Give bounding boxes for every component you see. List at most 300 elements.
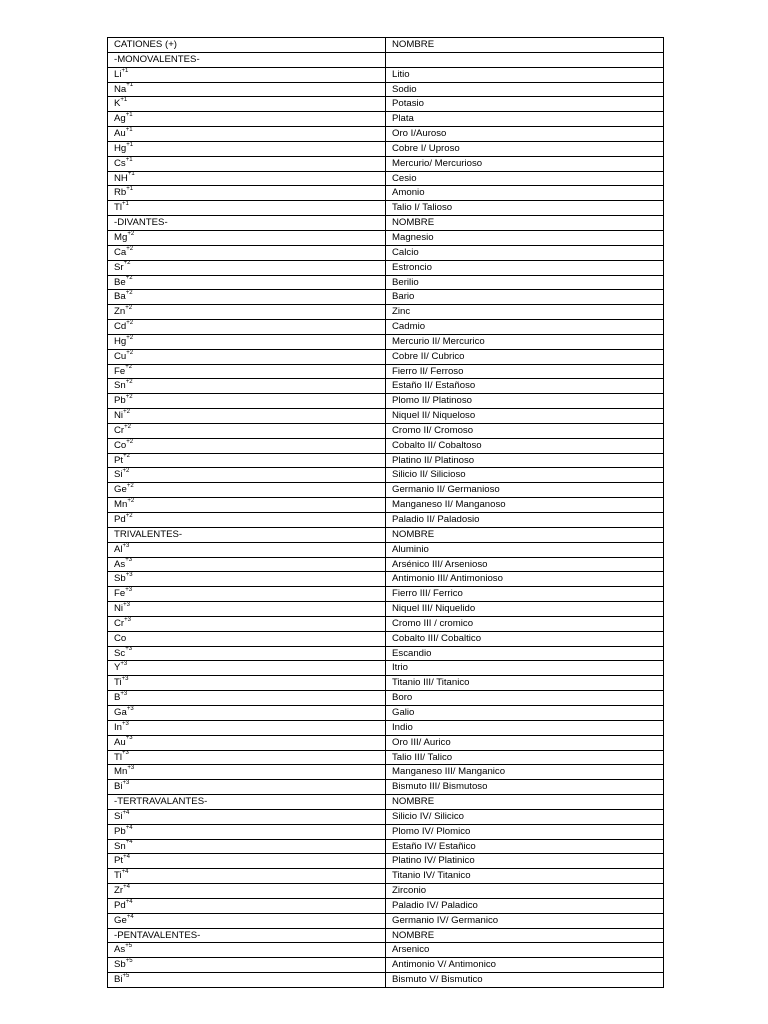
cation-cell: [108, 705, 386, 720]
table-row: [108, 305, 664, 320]
cation-symbol: Co: [114, 632, 127, 644]
name-cell: Germanio IV/ Germanico: [386, 913, 664, 928]
cation-symbol: Hg: [114, 335, 127, 347]
table-row: [108, 82, 664, 97]
cation-charge: +1: [125, 126, 133, 133]
table-row: [108, 498, 664, 513]
cation-cell: [108, 587, 386, 602]
name-cell: Arsenico: [386, 943, 664, 958]
name-cell: Platino IV/ Platinico: [386, 854, 664, 869]
cation-charge: +1: [120, 97, 128, 104]
table-row: [108, 884, 664, 899]
table-row: [108, 542, 664, 557]
cation-symbol: Pb: [114, 825, 126, 837]
cation-symbol: As: [114, 558, 126, 570]
cation-cell: [108, 364, 386, 379]
name-cell: Fierro II/ Ferroso: [386, 364, 664, 379]
cation-symbol: Cr: [114, 617, 125, 629]
cation-charge: +3: [121, 676, 129, 683]
cation-symbol: Ni: [114, 603, 124, 615]
cation-cell: [108, 127, 386, 142]
name-cell: Plata: [386, 112, 664, 127]
cation-charge: +2: [125, 379, 133, 386]
table-row: [108, 602, 664, 617]
cation-symbol: Pt: [114, 454, 124, 466]
name-cell: Manganeso II/ Manganoso: [386, 498, 664, 513]
table-row: [108, 780, 664, 795]
cation-cell: [108, 884, 386, 899]
cation-charge: +3: [126, 705, 134, 712]
cation-cell: [108, 141, 386, 156]
cation-symbol: Mg: [114, 231, 128, 243]
table-row: [108, 156, 664, 171]
table-row: [108, 186, 664, 201]
cation-cell: [108, 943, 386, 958]
cation-symbol: Ti: [114, 870, 122, 882]
cation-cell: [108, 765, 386, 780]
name-cell: Galio: [386, 705, 664, 720]
cation-cell: [108, 67, 386, 82]
cation-cell: [108, 720, 386, 735]
cation-charge: +2: [125, 394, 133, 401]
cation-charge: +3: [124, 616, 131, 623]
name-cell: Oro III/ Aurico: [386, 735, 664, 750]
table-row: [108, 661, 664, 676]
table-row: [108, 676, 664, 691]
cation-charge: +2: [123, 453, 130, 460]
cation-cell: [108, 156, 386, 171]
cation-symbol: Co: [114, 439, 127, 451]
cation-cell: [108, 275, 386, 290]
cation-symbol: Bi: [114, 974, 123, 986]
cation-charge: +3: [122, 542, 130, 549]
cation-cell: [108, 795, 386, 810]
table-row: [108, 809, 664, 824]
name-cell: Boro: [386, 691, 664, 706]
cation-cell: [108, 409, 386, 424]
cation-names-table: [107, 37, 661, 988]
cation-cell: [108, 809, 386, 824]
cation-charge: +3: [125, 646, 133, 653]
cation-cell: [108, 542, 386, 557]
cation-symbol: Pd: [114, 514, 126, 525]
cation-charge: +1: [126, 141, 134, 148]
name-cell: Aluminio: [386, 542, 664, 557]
cation-symbol: TRIVALENTES-: [114, 528, 183, 540]
cation-cell: [108, 616, 386, 631]
cation-charge: +5: [125, 943, 133, 950]
name-cell: Litio: [386, 67, 664, 82]
cation-charge: +1: [126, 82, 134, 89]
name-cell: Fierro III/ Ferrico: [386, 587, 664, 602]
cation-symbol: Ga: [114, 706, 127, 718]
cation-symbol: Cu: [114, 350, 127, 362]
name-cell: NOMBRE: [386, 38, 664, 53]
name-cell: Bismuto III/ Bismutoso: [386, 780, 664, 795]
cation-charge: +2: [126, 483, 134, 490]
name-cell: Plomo II/ Platinoso: [386, 394, 664, 409]
cation-symbol: B: [114, 692, 121, 704]
cation-charge: +2: [123, 260, 131, 267]
cation-charge: +2: [126, 334, 134, 341]
cation-cell: [108, 438, 386, 453]
cation-charge: +4: [125, 898, 133, 905]
name-cell: Estroncio: [386, 260, 664, 275]
table-row: [108, 913, 664, 928]
cation-cell: [108, 245, 386, 260]
cation-cell: [108, 646, 386, 661]
cation-symbol: -DIVANTES-: [114, 217, 168, 229]
table-row: [108, 483, 664, 498]
table-row: [108, 468, 664, 483]
cation-cell: [108, 602, 386, 617]
table-row: [108, 127, 664, 142]
name-cell: Cromo II/ Cromoso: [386, 423, 664, 438]
name-cell: Indio: [386, 720, 664, 735]
cation-cell: [108, 839, 386, 854]
name-cell: Manganeso III/ Manganico: [386, 765, 664, 780]
name-cell: [386, 52, 664, 67]
name-cell: Talio III/ Talico: [386, 750, 664, 765]
table-row: [108, 171, 664, 186]
cation-cell: [108, 572, 386, 587]
cation-symbol: Mn: [114, 766, 128, 778]
name-cell: Platino II/ Platinoso: [386, 453, 664, 468]
table-row: [108, 958, 664, 973]
cation-charge: +1: [126, 186, 134, 193]
cation-cell: [108, 750, 386, 765]
cation-cell: [108, 854, 386, 869]
name-cell: Bario: [386, 290, 664, 305]
cation-symbol: Be: [114, 276, 126, 288]
cation-charge: +5: [122, 972, 130, 979]
cation-symbol: Ge: [114, 484, 127, 496]
cation-cell: [108, 320, 386, 335]
name-cell: Sodio: [386, 82, 664, 97]
cation-cell: [108, 631, 386, 646]
cation-cell: [108, 82, 386, 97]
cation-cell: [108, 513, 386, 528]
name-cell: Estaño II/ Estañoso: [386, 379, 664, 394]
table-row: [108, 112, 664, 127]
cation-cell: [108, 498, 386, 513]
table-row: [108, 513, 664, 528]
table-row: [108, 349, 664, 364]
cation-charge: +1: [127, 171, 135, 178]
cation-cell: [108, 305, 386, 320]
cation-cell: [108, 557, 386, 572]
cation-charge: +2: [126, 245, 134, 252]
table-row: [108, 631, 664, 646]
cation-symbol: K: [114, 98, 121, 110]
table-row: [108, 423, 664, 438]
cation-symbol: Au: [114, 128, 126, 140]
table-row: [108, 557, 664, 572]
cation-cell: [108, 379, 386, 394]
cation-symbol: Ni: [114, 410, 124, 422]
table-row: [108, 943, 664, 958]
name-cell: NOMBRE: [386, 527, 664, 542]
table-row: [108, 869, 664, 884]
table-row: [108, 527, 664, 542]
table-row: [108, 201, 664, 216]
cation-cell: [108, 52, 386, 67]
cation-symbol: Rb: [114, 187, 127, 199]
name-cell: NOMBRE: [386, 795, 664, 810]
name-cell: Antimonio V/ Antimonico: [386, 958, 664, 973]
table-row: [108, 824, 664, 839]
cation-symbol: In: [114, 721, 123, 733]
cation-cell: [108, 735, 386, 750]
cation-symbol: Sb: [114, 959, 126, 971]
name-cell: Cobre II/ Cubrico: [386, 349, 664, 364]
cation-symbol: Tl: [114, 751, 122, 763]
cation-cell: [108, 898, 386, 913]
name-cell: Niquel III/ Niquelido: [386, 602, 664, 617]
cation-cell: [108, 334, 386, 349]
table-row: [108, 334, 664, 349]
cation-cell: [108, 780, 386, 795]
cation-symbol: CATIONES (+): [114, 39, 177, 50]
cation-cell: [108, 973, 386, 988]
table-row: [108, 216, 664, 231]
name-cell: Cesio: [386, 171, 664, 186]
name-cell: Itrio: [386, 661, 664, 676]
cation-charge: +2: [125, 275, 133, 282]
name-cell: Calcio: [386, 245, 664, 260]
table-row: [108, 691, 664, 706]
table-row: [108, 230, 664, 245]
cation-symbol: Ge: [114, 914, 127, 926]
table-row: [108, 141, 664, 156]
name-cell: Zirconio: [386, 884, 664, 899]
table-row: [108, 394, 664, 409]
name-cell: Arsénico III/ Arsenioso: [386, 557, 664, 572]
name-cell: Germanio II/ Germanioso: [386, 483, 664, 498]
cation-symbol: -TERTRAVALANTES-: [114, 796, 208, 808]
cation-cell: [108, 201, 386, 216]
cation-symbol: Sr: [114, 261, 124, 273]
cation-cell: [108, 38, 386, 53]
name-cell: Talio I/ Talioso: [386, 201, 664, 216]
cation-symbol: Zn: [114, 306, 126, 318]
cation-cell: [108, 230, 386, 245]
cation-cell: [108, 527, 386, 542]
table-row: [108, 735, 664, 750]
table-row: [108, 260, 664, 275]
cation-symbol: Pt: [114, 855, 124, 867]
cation-charge: +3: [122, 780, 130, 786]
cation-symbol: Fe: [114, 365, 126, 377]
cation-cell: [108, 483, 386, 498]
cation-cell: [108, 928, 386, 943]
cation-charge: +3: [125, 557, 133, 564]
table-row: [108, 750, 664, 765]
cation-charge: +3: [125, 735, 133, 742]
cation-charge: +2: [125, 364, 133, 371]
cation-symbol: Cs: [114, 157, 126, 169]
name-cell: NOMBRE: [386, 216, 664, 231]
cation-charge: +1: [122, 201, 129, 208]
cation-charge: +3: [120, 690, 128, 697]
table-row: [108, 438, 664, 453]
cation-symbol: Si: [114, 469, 123, 481]
cation-symbol: NH: [114, 172, 128, 184]
name-cell: Cromo III / cromico: [386, 616, 664, 631]
cation-charge: +2: [127, 497, 135, 504]
table-row: [108, 928, 664, 943]
cation-symbol: Li: [114, 68, 122, 80]
cation-charge: +2: [126, 319, 134, 326]
cation-symbol: Pb: [114, 395, 126, 407]
cation-symbol: Tl: [114, 202, 122, 214]
cation-symbol: Sb: [114, 573, 126, 585]
name-cell: Mercurio II/ Mercurico: [386, 334, 664, 349]
name-cell: Berilio: [386, 275, 664, 290]
table-row: [108, 67, 664, 82]
cation-cell: [108, 691, 386, 706]
cation-cell: [108, 468, 386, 483]
table-row: [108, 839, 664, 854]
name-cell: Estaño IV/ Estañico: [386, 839, 664, 854]
name-cell: Potasio: [386, 97, 664, 112]
cation-symbol: Zr: [114, 885, 124, 897]
cation-symbol: Ag: [114, 113, 126, 125]
cation-symbol: Cd: [114, 321, 127, 333]
cation-cell: [108, 216, 386, 231]
cation-symbol: Sn: [114, 380, 126, 392]
table-row: [108, 854, 664, 869]
table-row: [108, 720, 664, 735]
cation-charge: +1: [125, 156, 133, 163]
table-row: [108, 705, 664, 720]
table-row: [108, 290, 664, 305]
table-row: [108, 409, 664, 424]
cation-charge: +1: [125, 112, 133, 119]
name-cell: Mercurio/ Mercurioso: [386, 156, 664, 171]
cation-symbol: Ca: [114, 246, 127, 258]
cation-symbol: Bi: [114, 781, 123, 793]
cation-cell: [108, 112, 386, 127]
cation-charge: +2: [125, 305, 133, 311]
table-row: [108, 646, 664, 661]
table-row: [108, 52, 664, 67]
cation-cell: [108, 824, 386, 839]
cation-charge: +2: [123, 408, 130, 415]
name-cell: Plomo IV/ Plomico: [386, 824, 664, 839]
name-cell: Paladio IV/ Paladico: [386, 898, 664, 913]
cation-symbol: Ba: [114, 291, 126, 303]
cation-charge: +2: [125, 512, 133, 519]
cation-cell: [108, 186, 386, 201]
cation-charge: +2: [125, 290, 133, 297]
cation-charge: +3: [125, 572, 133, 579]
name-cell: Cobalto II/ Cobaltoso: [386, 438, 664, 453]
cation-cell: [108, 290, 386, 305]
cation-cell: [108, 676, 386, 691]
cation-charge: +5: [125, 958, 133, 965]
table-row: [108, 973, 664, 988]
name-cell: Antimonio III/ Antimonioso: [386, 572, 664, 587]
cation-symbol: Y: [114, 662, 121, 674]
table-row: [108, 898, 664, 913]
cation-cell: [108, 423, 386, 438]
name-cell: Oro I/Auroso: [386, 127, 664, 142]
cation-charge: +1: [121, 67, 129, 74]
table-row: [108, 275, 664, 290]
cation-cell: [108, 394, 386, 409]
cation-charge: +4: [123, 854, 130, 861]
cation-cell: [108, 349, 386, 364]
name-cell: Magnesio: [386, 230, 664, 245]
cation-symbol: Au: [114, 736, 126, 748]
name-cell: Escandio: [386, 646, 664, 661]
name-cell: NOMBRE: [386, 928, 664, 943]
cation-symbol: Fe: [114, 588, 126, 600]
table-row: [108, 320, 664, 335]
cation-charge: +2: [124, 423, 131, 430]
table-row: [108, 364, 664, 379]
name-cell: Bismuto V/ Bismutico: [386, 973, 664, 988]
cation-charge: +4: [123, 883, 130, 890]
cation-symbol: Hg: [114, 142, 127, 154]
cation-charge: +4: [125, 839, 133, 846]
table-row: [108, 616, 664, 631]
cation-charge: +3: [123, 601, 130, 608]
cation-symbol: Ti: [114, 677, 122, 689]
name-cell: Titanio IV/ Titanico: [386, 869, 664, 884]
table-row: [108, 453, 664, 468]
table-row: [108, 587, 664, 602]
cation-symbol: Pd: [114, 899, 126, 911]
cation-charge: +4: [122, 809, 130, 816]
table-row: [108, 38, 664, 53]
cation-symbol: Mn: [114, 499, 128, 511]
cation-symbol: -MONOVALENTES-: [114, 53, 200, 65]
cation-symbol: Si: [114, 810, 123, 822]
table-row: [108, 765, 664, 780]
cation-charge: +3: [122, 720, 129, 727]
cation-charge: +4: [126, 913, 134, 920]
table-row: [108, 97, 664, 112]
table-row: [108, 245, 664, 260]
cation-charge: +3: [125, 587, 133, 594]
name-cell: Silicio IV/ Silicico: [386, 809, 664, 824]
cation-charge: +3: [120, 661, 128, 668]
name-cell: Zinc: [386, 305, 664, 320]
table-row: [108, 795, 664, 810]
cation-symbol: Sn: [114, 840, 126, 852]
cation-charge: +2: [126, 349, 134, 356]
name-cell: Titanio III/ Titanico: [386, 676, 664, 691]
cation-charge: +4: [121, 869, 129, 876]
cation-cell: [108, 913, 386, 928]
name-cell: Cobalto III/ Cobaltico: [386, 631, 664, 646]
name-cell: Cadmio: [386, 320, 664, 335]
cation-symbol: Sc: [114, 647, 126, 659]
cation-charge: +2: [127, 230, 135, 237]
cation-symbol: Na: [114, 83, 127, 95]
name-cell: Niquel II/ Niqueloso: [386, 409, 664, 424]
cation-cell: [108, 958, 386, 973]
cation-charge: +3: [127, 765, 135, 772]
cation-charge: +4: [125, 824, 133, 831]
table-row: [108, 572, 664, 587]
cation-symbol: Al: [114, 543, 123, 555]
cation-cell: [108, 453, 386, 468]
name-cell: Paladio II/ Paladosio: [386, 513, 664, 528]
cation-charge: +2: [122, 468, 130, 475]
